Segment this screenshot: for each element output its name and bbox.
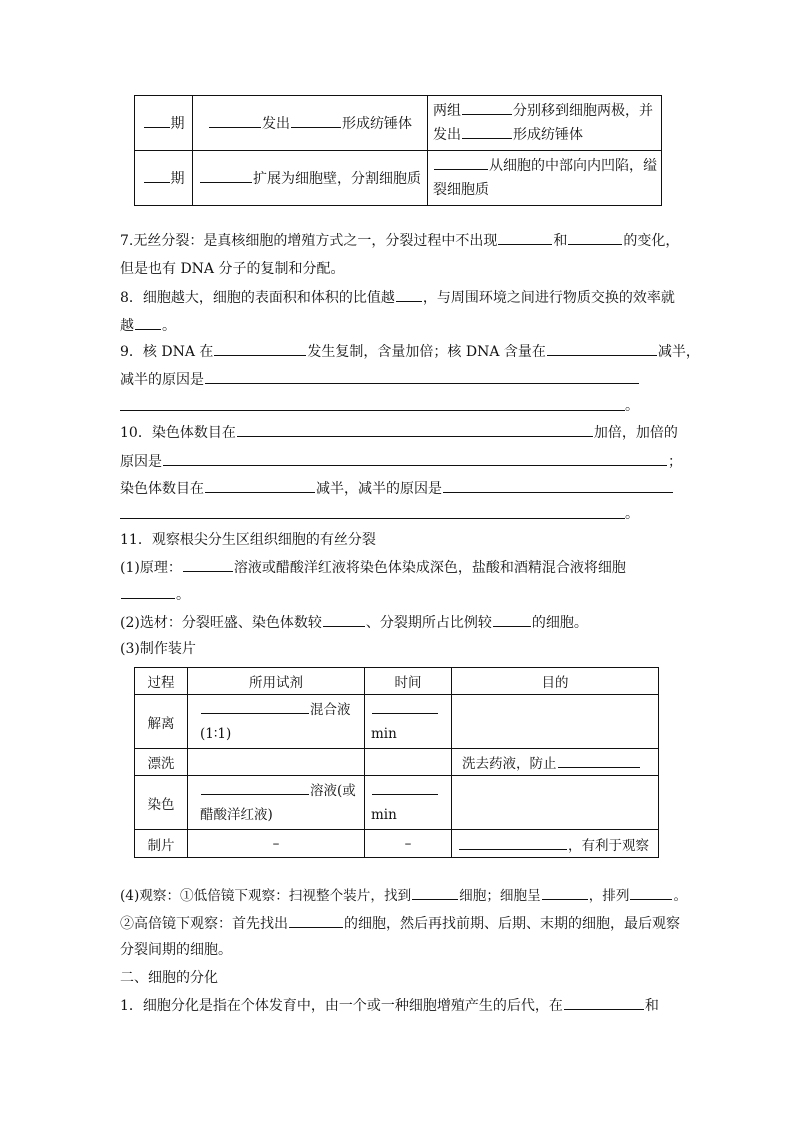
item-9-line1: 9．核 DNA 在 发生复制，含量加倍；核 DNA 含量在 减半， bbox=[120, 341, 700, 362]
item-2-1-line1: 1．细胞分化是指在个体发育中，由一个或一种细胞增殖产生的后代，在 和 bbox=[120, 995, 659, 1016]
purpose-cell: 洗去药液，防止 bbox=[452, 749, 659, 776]
table-row bbox=[135, 776, 659, 830]
time-cell bbox=[365, 749, 452, 776]
plant-cell-change: 发出 形成纺锤体 bbox=[193, 96, 428, 151]
item-11-principle: (1)原理： 溶液或醋酸洋红液将染色体染成深色，盐酸和酒精混合液将细胞 bbox=[120, 557, 626, 578]
answer-line bbox=[120, 410, 625, 411]
section-title: 二、细胞的分化 bbox=[120, 970, 218, 986]
plant-cell-change: 扩展为细胞壁，分割细胞质 bbox=[193, 151, 428, 206]
item-11-observe-line1: (4)观察：①低倍镜下观察：扫视整个装片，找到 细胞；细胞呈 ，排列 。 bbox=[120, 885, 687, 906]
header-purpose: 目的 bbox=[452, 668, 659, 695]
purpose-cell: ，有利于观察 bbox=[452, 830, 659, 858]
item-11-principle-end: 。 bbox=[120, 584, 190, 605]
item-10-end: 。 bbox=[625, 506, 639, 522]
header-process: 过程 bbox=[135, 668, 188, 695]
item-10-line2: 原因是 ； bbox=[120, 451, 682, 472]
phase-cell: 期 bbox=[135, 151, 193, 206]
item-8-line1: 8．细胞越大，细胞的表面积和体积的比值越 ，与周围环境之间进行物质交换的效率就 bbox=[120, 287, 675, 308]
table-row bbox=[135, 151, 662, 206]
table-header-row bbox=[135, 668, 659, 695]
item-8-line2: 越 。 bbox=[120, 315, 176, 336]
animal-cell-change: 两组 分别移到细胞两极，并 发出 形成纺锤体 bbox=[428, 96, 662, 151]
item-11-observe-line2: ②高倍镜下观察：首先找出 的细胞，然后再找前期、后期、末期的细胞，最后观察 bbox=[120, 913, 680, 934]
reagent-cell: 混合液 (1∶1) bbox=[188, 695, 365, 749]
header-reagent: 所用试剂 bbox=[188, 668, 365, 695]
header-time: 时间 bbox=[365, 668, 452, 695]
time-cell: min bbox=[365, 776, 452, 830]
reagent-cell: – bbox=[188, 830, 365, 858]
time-cell: – bbox=[365, 830, 452, 858]
table-row bbox=[135, 695, 659, 749]
table-row bbox=[135, 96, 662, 151]
step-dissociation: 解离 bbox=[135, 695, 188, 749]
animal-cell-change: 从细胞的中部向内凹陷，缢 裂细胞质 bbox=[428, 151, 662, 206]
step-rinse: 漂洗 bbox=[135, 749, 188, 776]
purpose-cell bbox=[452, 695, 659, 749]
prep-table bbox=[134, 667, 659, 858]
answer-line bbox=[120, 518, 625, 519]
item-10-line1: 10．染色体数目在 加倍，加倍的 bbox=[120, 422, 678, 443]
table-row bbox=[135, 749, 659, 776]
item-11-material: (2)选材：分裂旺盛、染色体数较 、分裂期所占比例较 的细胞。 bbox=[120, 612, 588, 633]
reagent-cell bbox=[188, 749, 365, 776]
item-11-title: 11．观察根尖分生区组织细胞的有丝分裂 bbox=[120, 532, 376, 548]
item-7-line1: 7.无丝分裂：是真核细胞的增殖方式之一，分裂过程中不出现 和 的变化， bbox=[120, 230, 679, 251]
step-mounting: 制片 bbox=[135, 830, 188, 858]
phase-cell: 期 bbox=[135, 96, 193, 151]
phase-table bbox=[134, 95, 662, 206]
item-9-line2: 减半的原因是 bbox=[120, 369, 640, 390]
item-9-end: 。 bbox=[625, 398, 639, 414]
item-10-line3: 染色体数目在 减半，减半的原因是 bbox=[120, 478, 674, 499]
item-11-observe-line3: 分裂间期的细胞。 bbox=[120, 942, 232, 958]
item-11-prep: (3)制作装片 bbox=[120, 641, 196, 657]
item-7-line2: 但是也有 DNA 分子的复制和分配。 bbox=[120, 261, 345, 277]
step-staining: 染色 bbox=[135, 776, 188, 830]
time-cell: min bbox=[365, 695, 452, 749]
purpose-cell bbox=[452, 776, 659, 830]
reagent-cell: 溶液(或 醋酸洋红液) bbox=[188, 776, 365, 830]
table-row bbox=[135, 830, 659, 858]
